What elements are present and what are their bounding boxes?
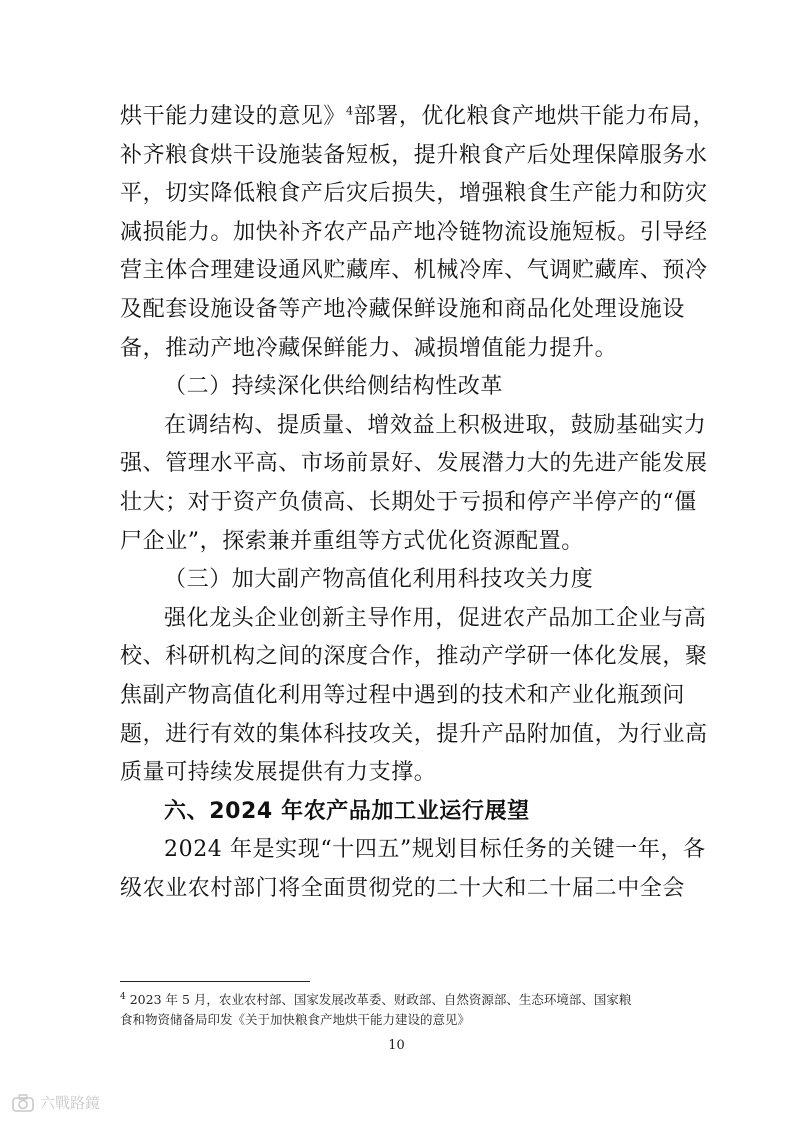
paragraph-line: 备，推动产地冷藏保鲜能力、减损增值能力提升。	[120, 335, 618, 361]
footnote-reference[interactable]: 4	[346, 104, 354, 118]
footnote	[120, 990, 680, 1030]
footnote-marker: 4	[120, 991, 126, 1002]
paragraph-line	[120, 98, 716, 137]
watermark	[12, 1092, 100, 1113]
page-number: 10	[388, 1038, 405, 1053]
paragraph-line: 质量可持续发展提供有力支撑。	[120, 760, 437, 786]
text-run: 烘干能力建设的意见》	[120, 104, 347, 129]
footnote-line: 食和物资储备局印发《关于加快粮食产地烘干能力建设的意见》	[120, 1012, 471, 1027]
paragraph-line: 减损能力。加快补齐农产品产地冷链物流设施短板。引导经	[120, 219, 708, 245]
paragraph-line: 及配套设施设备等产地冷藏保鲜设施和商品化处理设施设	[120, 296, 686, 322]
watermark-text: 六戰路鏡	[40, 1094, 101, 1112]
paragraph-line: 2024 年是实现“十四五”规划目标任务的关键一年，各	[164, 837, 706, 863]
paragraph-line: 平，切实降低粮食产后灾后损失，增强粮食生产能力和防灾	[120, 181, 708, 207]
paragraph-line: 强、管理水平高、市场前景好、发展潜力大的先进产能发展	[120, 451, 708, 477]
paragraph-line: 尸企业”，探索兼并重组等方式优化资源配置。	[120, 528, 584, 554]
paragraph-line: 级农业农村部门将全面贯彻党的二十大和二十届二中全会	[120, 875, 686, 901]
footnote-divider	[120, 981, 310, 982]
paragraph-line: 强化龙头企业创新主导作用，促进农产品加工企业与高	[164, 605, 707, 631]
paragraph-line: 营主体合理建设通风贮藏库、机械冷库、气调贮藏库、预冷	[120, 258, 708, 284]
paragraph-line: 补齐粮食烘干设施装备短板，提升粮食产后处理保障服务水	[120, 142, 708, 168]
body-text	[120, 98, 716, 908]
paragraph-line: 焦副产物高值化利用等过程中遇到的技术和产业化瓶颈问	[120, 682, 686, 708]
paragraph-line: 题，进行有效的集体科技攻关，提升产品附加值，为行业高	[120, 721, 708, 747]
footnote-text: 2023 年 5 月，农业农村部、国家发展改革委、财政部、自然资源部、生态环境部、国家粮	[129, 992, 632, 1007]
paragraph-line: 壮大；对于资产负债高、长期处于亏损和停产半停产的“僵	[120, 489, 697, 515]
paragraph-line: 在调结构、提质量、增效益上积极进取，鼓励基础实力	[164, 412, 707, 438]
section-heading-2: （二）持续深化供给侧结构性改革	[164, 374, 504, 400]
section-heading-3: （三）加大副产物高值化利用科技攻关力度	[164, 567, 594, 593]
text-run: 部署，优化粮食产地烘干能力布局，	[353, 104, 716, 129]
camera-logo-icon	[12, 1094, 34, 1112]
paragraph-line: 校、科研机构之间的深度合作，推动产学研一体化发展，聚	[120, 644, 708, 670]
chapter-heading-6: 六、2024 年农产品加工业运行展望	[164, 798, 530, 824]
footnote-line	[120, 990, 680, 1010]
